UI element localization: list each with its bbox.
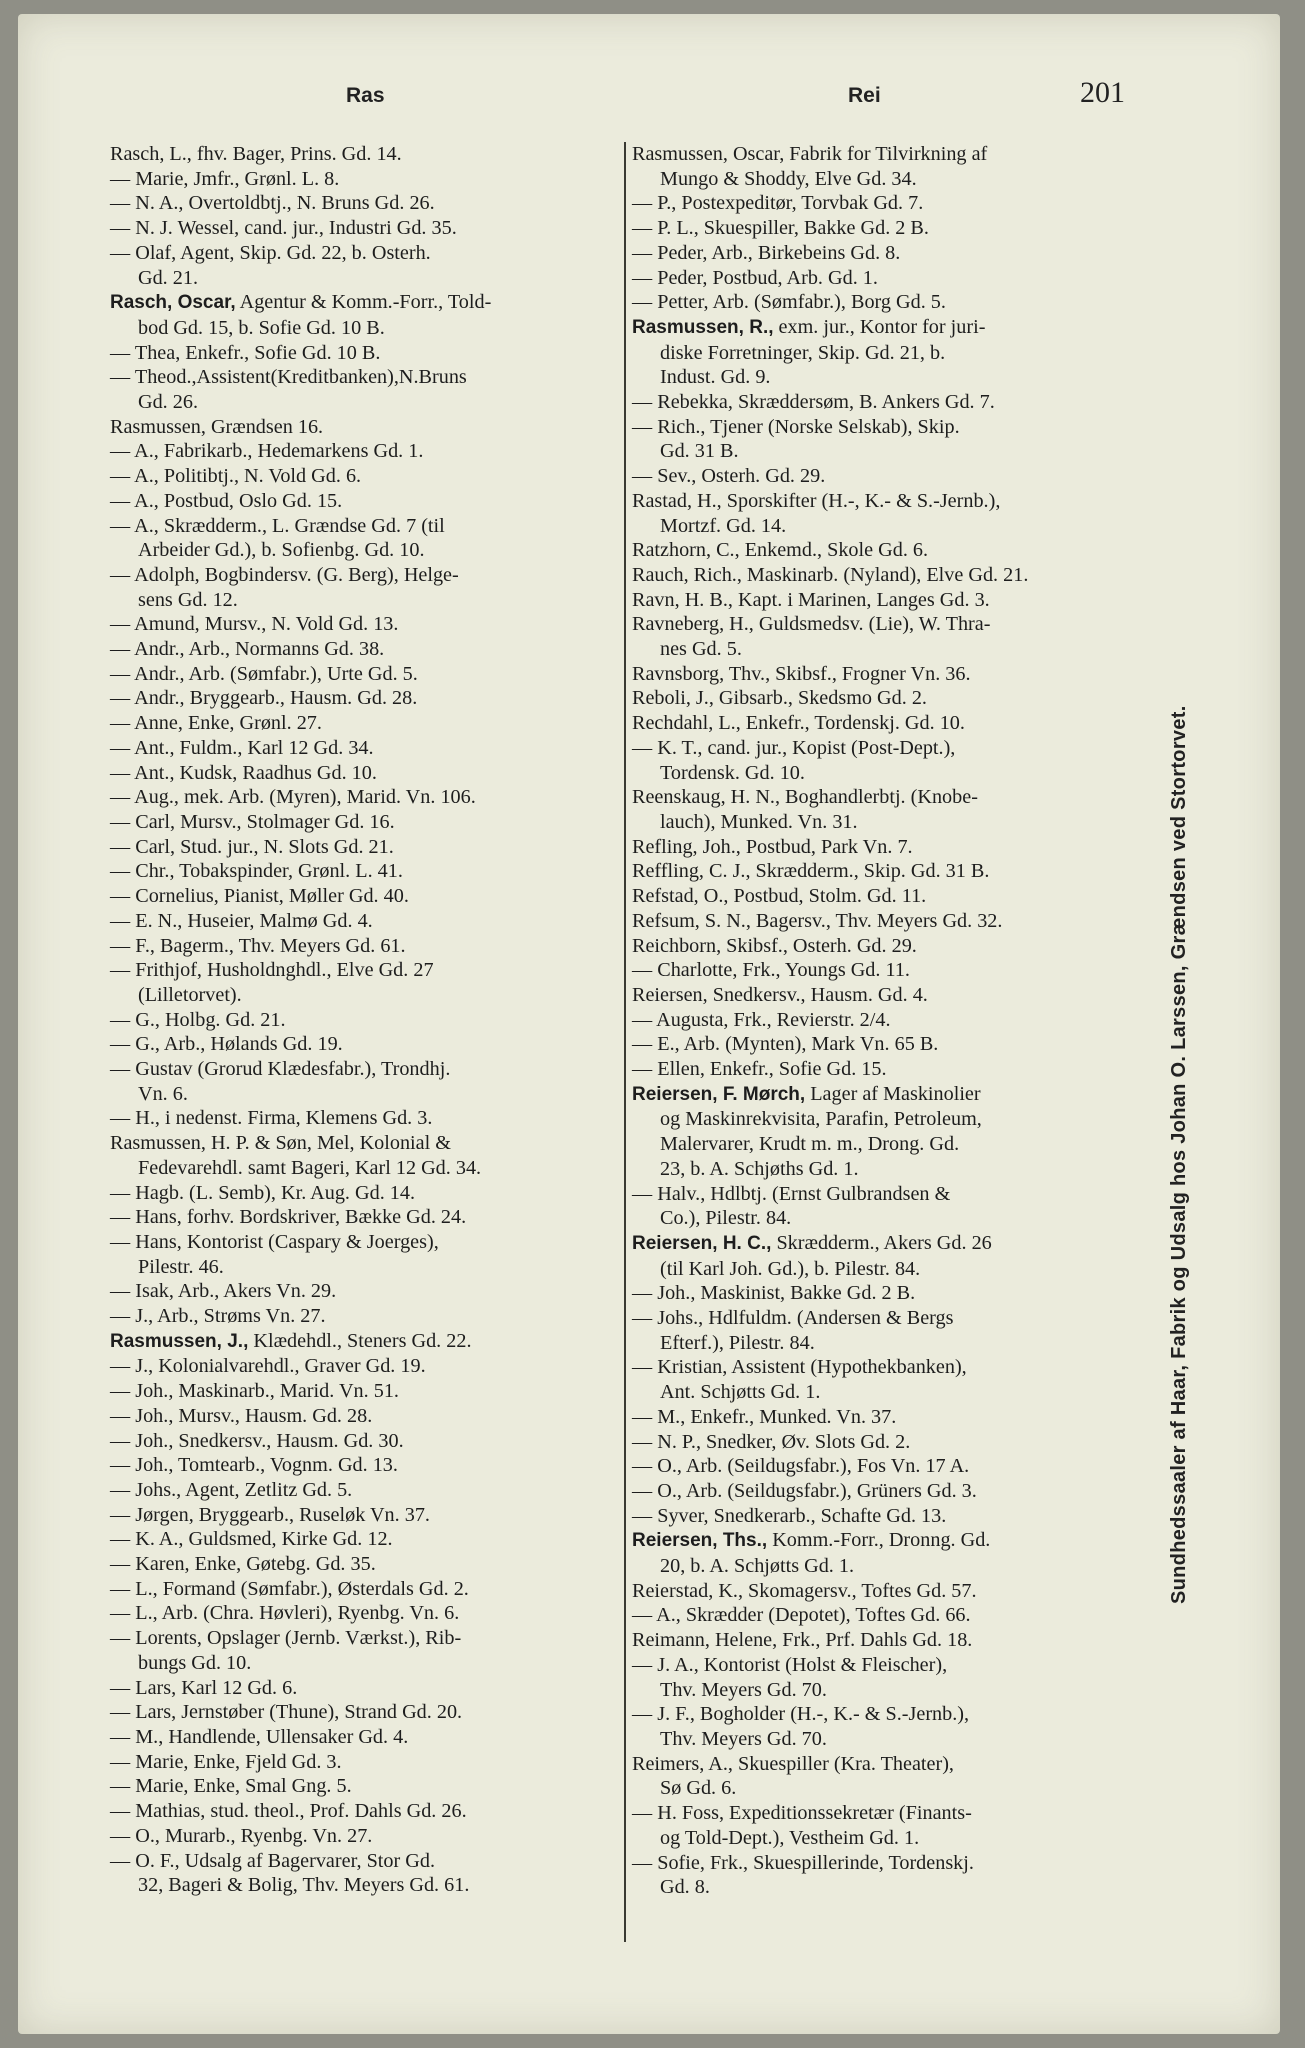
entry-line: — Marie, Enke, Smal Gng. 5. [110, 1775, 352, 1798]
entry-line: — N. J. Wessel, cand. jur., Industri Gd. 35. [110, 217, 457, 240]
entry-line: Ravn, H. B., Kapt. i Marinen, Langes Gd. 3. [632, 588, 990, 611]
directory-entry [110, 785, 618, 810]
directory-entry [110, 1750, 618, 1775]
directory-entry [110, 1676, 618, 1701]
entry-line: — N. P., Snedker, Øv. Slots Gd. 2. [632, 1430, 911, 1453]
entry-line: — Thea, Enkefr., Sofie Gd. 10 B. [110, 341, 381, 364]
directory-entry [110, 341, 618, 366]
directory-entry [110, 1503, 618, 1528]
directory-entry [632, 835, 1142, 860]
directory-entry [632, 1430, 1142, 1455]
entry-line: — Hans, forhv. Bordskriver, Bække Gd. 24. [110, 1206, 467, 1229]
entry-line: Rasmussen, R., exm. jur., Kontor for juri- [632, 315, 986, 338]
entry-line: — Rebekka, Skræddersøm, B. Ankers Gd. 7. [632, 391, 995, 414]
entry-line: — N. A., Overtoldbtj., N. Bruns Gd. 26. [110, 192, 435, 215]
entry-line: — Chr., Tobakspinder, Grønl. L. 41. [110, 860, 403, 883]
directory-entry [110, 662, 618, 687]
directory-entry [110, 1230, 618, 1279]
directory-entry [632, 785, 1142, 834]
entry-continuation-line: Thv. Meyers Gd. 70. [660, 1728, 827, 1750]
directory-entry [110, 1329, 618, 1355]
entry-line: — Rich., Tjener (Norske Selskab), Skip. [632, 415, 960, 438]
entry-line: — L., Formand (Sømfabr.), Østerdals Gd. 2. [110, 1577, 469, 1600]
page-number: 201 [1080, 76, 1125, 109]
directory-entry [110, 612, 618, 637]
firm-name-bold: Reiersen, Ths., [632, 1530, 768, 1552]
directory-entry [110, 415, 618, 440]
entry-line: — K. T., cand. jur., Kopist (Post-Dept.), [632, 736, 956, 759]
directory-entry [632, 415, 1142, 464]
directory-entry [632, 1306, 1142, 1355]
entry-line: — P., Postexpeditør, Torvbak Gd. 7. [632, 192, 924, 215]
entry-line: — A., Skrædderm., L. Grændse Gd. 7 (til [110, 514, 445, 537]
directory-entry [632, 191, 1142, 216]
entry-line: — Olaf, Agent, Skip. Gd. 22, b. Osterh. [110, 241, 431, 264]
entry-continuation-line: Arbeider Gd.), b. Sofienbg. Gd. 10. [138, 539, 425, 562]
entry-line: — Karen, Enke, Gøtebg. Gd. 35. [110, 1553, 376, 1576]
entry-line: Rasch, L., fhv. Bager, Prins. Gd. 14. [110, 143, 402, 165]
entry-continuation-line: Efterf.), Pilestr. 84. [660, 1331, 815, 1354]
entry-line: — Lars, Jernstøber (Thune), Strand Gd. 20. [110, 1701, 463, 1724]
entry-line: — M., Handlende, Ullensaker Gd. 4. [110, 1726, 409, 1748]
entry-continuation-line: 20, b. A. Schjøtts Gd. 1. [660, 1555, 855, 1578]
entry-line: — Peder, Arb., Birkebeins Gd. 8. [632, 241, 901, 264]
directory-entry [632, 884, 1142, 909]
entry-line: — Joh., Maskinist, Bakke Gd. 2 B. [632, 1282, 916, 1305]
firm-name-bold: Reiersen, F. Mørch, [632, 1083, 806, 1105]
directory-entry [110, 1032, 618, 1057]
directory-entry [110, 761, 618, 786]
directory-entry [632, 1653, 1142, 1702]
directory-entry [110, 1279, 618, 1304]
entry-line: — G., Holbg. Gd. 21. [110, 1008, 286, 1031]
directory-entry [110, 884, 618, 909]
directory-entry [110, 1824, 618, 1849]
header-left-keyword: Ras [346, 84, 385, 107]
entry-line: — Andr., Bryggearb., Hausm. Gd. 28. [110, 687, 418, 710]
entry-line: — Marie, Enke, Fjeld Gd. 3. [110, 1750, 342, 1773]
entry-line: Refsum, S. N., Bagersv., Thv. Meyers Gd. 32. [632, 909, 1003, 932]
entry-line: — A., Skrædder (Depotet), Toftes Gd. 66. [632, 1604, 971, 1627]
directory-entry [632, 686, 1142, 711]
directory-entry [110, 1700, 618, 1725]
directory-entry [110, 142, 618, 167]
entry-line: — K. A., Guldsmed, Kirke Gd. 12. [110, 1528, 393, 1551]
directory-entry [632, 1504, 1142, 1529]
entry-continuation-line: Gd. 21. [138, 266, 199, 289]
directory-entry [632, 1702, 1142, 1751]
directory-entry [110, 216, 618, 241]
directory-entry [110, 1453, 618, 1478]
directory-entry [632, 1479, 1142, 1504]
directory-entry [110, 241, 618, 290]
entry-continuation-line: bungs Gd. 10. [138, 1651, 252, 1674]
firm-name-bold: Reiersen, H. C., [632, 1232, 772, 1254]
entry-continuation-line: Thv. Meyers Gd. 70. [660, 1678, 827, 1701]
directory-entry [632, 142, 1142, 191]
directory-entry [632, 489, 1142, 538]
directory-entry [632, 1231, 1142, 1281]
entry-line: — Syver, Snedkerarb., Schafte Gd. 13. [632, 1504, 947, 1527]
directory-entry [110, 1725, 618, 1750]
firm-name-bold: Rasch, Oscar, [110, 292, 236, 314]
directory-entry [632, 662, 1142, 687]
entry-continuation-line: Fedevarehdl. samt Bageri, Karl 12 Gd. 34. [138, 1156, 482, 1179]
entry-line: — Anne, Enke, Grønl. 27. [110, 712, 322, 735]
directory-entry [110, 290, 618, 340]
entry-line: — Charlotte, Frk., Youngs Gd. 11. [632, 959, 910, 982]
entry-line: — Mathias, stud. theol., Prof. Dahls Gd. 26. [110, 1800, 467, 1823]
entry-line: — Andr., Arb., Normanns Gd. 38. [110, 638, 385, 661]
entry-line: Ratzhorn, C., Enkemd., Skole Gd. 6. [632, 539, 929, 562]
directory-entry [632, 934, 1142, 959]
directory-entry [632, 1008, 1142, 1033]
entry-continuation-line: nes Gd. 5. [660, 638, 742, 661]
directory-entry [632, 1454, 1142, 1479]
entry-line: Reiersen, Ths., Komm.-Forr., Dronng. Gd. [632, 1529, 991, 1552]
entry-line: — Carl, Mursv., Stolmager Gd. 16. [110, 810, 395, 833]
directory-entry [632, 315, 1142, 390]
entry-line: Refling, Joh., Postbud, Park Vn. 7. [632, 835, 913, 858]
entry-line: — Theod.,Assistent(Kreditbanken),N.Bruns [110, 366, 467, 389]
entry-continuation-line: Indust. Gd. 9. [660, 366, 771, 389]
entry-line: — Petter, Arb. (Sømfabr.), Borg Gd. 5. [632, 291, 946, 314]
directory-entry [632, 958, 1142, 983]
directory-entry [632, 1182, 1142, 1231]
entry-line: — O., Arb. (Seildugsfabr.), Grüners Gd. 3. [632, 1479, 977, 1502]
entry-continuation-line: Vn. 6. [138, 1082, 188, 1105]
entry-line: Reenskaug, H. N., Boghandlerbtj. (Knobe- [632, 786, 978, 809]
directory-entry [110, 637, 618, 662]
left-column [110, 142, 618, 1898]
entry-line: Refstad, O., Postbud, Stolm. Gd. 11. [632, 885, 927, 908]
entry-line: — Gustav (Grorud Klædesfabr.), Trondhj. [110, 1058, 451, 1081]
entry-line: Reboli, J., Gibsarb., Skedsmo Gd. 2. [632, 687, 927, 710]
directory-entry [632, 241, 1142, 266]
entry-line: — Johs., Hdlfuldm. (Andersen & Bergs [632, 1307, 954, 1330]
entry-line: — Ant., Fuldm., Karl 12 Gd. 34. [110, 736, 374, 759]
entry-line: — A., Politibtj., N. Vold Gd. 6. [110, 465, 362, 488]
entry-line: Reierstad, K., Skomagersv., Toftes Gd. 57. [632, 1579, 977, 1602]
entry-line: — H. Foss, Expeditionssekretær (Finants- [632, 1802, 972, 1825]
firm-name-bold: Rasmussen, R., [632, 316, 774, 338]
directory-entry [110, 1181, 618, 1206]
entry-line: — Isak, Arb., Akers Vn. 29. [110, 1280, 337, 1303]
entry-line: Reiersen, Snedkersv., Hausm. Gd. 4. [632, 983, 928, 1006]
entry-line: — Halv., Hdlbtj. (Ernst Gulbrandsen & [632, 1182, 951, 1205]
entry-line: — Ellen, Enkefr., Sofie Gd. 15. [632, 1058, 887, 1081]
entry-line: Rauch, Rich., Maskinarb. (Nyland), Elve Gd. 21. [632, 563, 1029, 586]
entry-continuation-line: Gd. 26. [138, 391, 199, 414]
directory-entry [110, 958, 618, 1007]
entry-line: — Amund, Mursv., N. Vold Gd. 13. [110, 613, 399, 636]
entry-line: — Andr., Arb. (Sømfabr.), Urte Gd. 5. [110, 662, 418, 685]
entry-line: — H., i nedenst. Firma, Klemens Gd. 3. [110, 1107, 433, 1130]
header-center-keyword: Rei [848, 84, 881, 107]
entry-line: — Sofie, Frk., Skuespillerinde, Tordenskj. [632, 1851, 974, 1874]
entry-line: — G., Arb., Hølands Gd. 19. [110, 1033, 343, 1056]
firm-name-bold: Rasmussen, J., [110, 1330, 249, 1352]
entry-line: Reiersen, H. C., Skrædderm., Akers Gd. 26 [632, 1231, 992, 1254]
directory-entry [632, 538, 1142, 563]
entry-continuation-line: (til Karl Joh. Gd.), b. Pilestr. 84. [660, 1257, 921, 1280]
directory-entry [632, 1082, 1142, 1182]
entry-line: — Joh., Snedkersv., Hausm. Gd. 30. [110, 1429, 404, 1452]
entry-line: — O. F., Udsalg af Bagervarer, Stor Gd. [110, 1849, 435, 1872]
entry-line: — J., Kolonialvarehdl., Graver Gd. 19. [110, 1355, 426, 1378]
directory-entry [632, 563, 1142, 588]
entry-line: Rasmussen, H. P. & Søn, Mel, Kolonial & [110, 1132, 451, 1155]
directory-entry [632, 1628, 1142, 1653]
directory-entry [632, 859, 1142, 884]
entry-line: — A., Fabrikarb., Hedemarkens Gd. 1. [110, 440, 424, 463]
entry-line: — Joh., Mursv., Hausm. Gd. 28. [110, 1404, 373, 1427]
entry-line: — F., Bagerm., Thv. Meyers Gd. 61. [110, 934, 406, 957]
directory-entry [632, 1752, 1142, 1801]
directory-entry [110, 1849, 618, 1898]
directory-entry [632, 1801, 1142, 1850]
entry-line: — Cornelius, Pianist, Møller Gd. 40. [110, 885, 409, 908]
entry-line: — Johs., Agent, Zetlitz Gd. 5. [110, 1478, 353, 1501]
entry-continuation-line: Co.), Pilestr. 84. [660, 1207, 792, 1230]
entry-continuation-line: Pilestr. 46. [138, 1255, 224, 1278]
entry-line: — A., Postbud, Oslo Gd. 15. [110, 489, 343, 512]
entry-continuation-line: Mungo & Shoddy, Elve Gd. 34. [660, 167, 917, 190]
directory-entry [110, 909, 618, 934]
directory-entry [632, 983, 1142, 1008]
directory-entry [110, 1601, 618, 1626]
directory-entry [110, 1577, 618, 1602]
directory-entry [632, 1281, 1142, 1306]
directory-entry [632, 612, 1142, 661]
column-divider [624, 142, 626, 1942]
entry-line: — Sev., Osterh. Gd. 29. [632, 465, 826, 488]
entry-line: — Augusta, Frk., Revierstr. 2/4. [632, 1008, 891, 1031]
directory-entry [110, 1379, 618, 1404]
entry-continuation-line: Gd. 8. [660, 1876, 710, 1899]
directory-entry [632, 1579, 1142, 1604]
entry-line: — Carl, Stud. jur., N. Slots Gd. 21. [110, 835, 394, 858]
directory-entry [110, 1008, 618, 1033]
entry-line: — O., Murarb., Ryenbg. Vn. 27. [110, 1824, 373, 1847]
directory-entry [632, 909, 1142, 934]
entry-line: Rastad, H., Sporskifter (H.-, K.- & S.-Jernb.), [632, 489, 1001, 512]
entry-continuation-line: diske Forretninger, Skip. Gd. 21, b. [660, 341, 946, 364]
directory-entry [632, 1528, 1142, 1578]
entry-line: — M., Enkefr., Munked. Vn. 37. [632, 1405, 897, 1428]
directory-entry [110, 464, 618, 489]
entry-line: — J. A., Kontorist (Holst & Fleischer), [632, 1653, 948, 1676]
directory-entry [110, 365, 618, 414]
entry-line: — Lars, Karl 12 Gd. 6. [110, 1676, 298, 1699]
directory-entry [632, 1032, 1142, 1057]
entry-continuation-line: 32, Bageri & Bolig, Thv. Meyers Gd. 61. [138, 1874, 470, 1897]
directory-entry [632, 216, 1142, 241]
directory-entry [110, 1354, 618, 1379]
entry-line: — P. L., Skuespiller, Bakke Gd. 2 B. [632, 217, 929, 240]
right-column [632, 142, 1142, 1900]
directory-entry [110, 514, 618, 563]
entry-line: Rechdahl, L., Enkefr., Tordenskj. Gd. 10. [632, 712, 965, 735]
entry-line: Reichborn, Skibsf., Osterh. Gd. 29. [632, 934, 917, 957]
directory-entry [110, 934, 618, 959]
directory-entry [110, 711, 618, 736]
directory-entry [110, 736, 618, 761]
directory-entry [110, 1552, 618, 1577]
directory-entry [110, 1131, 618, 1180]
entry-line: Rasmussen, Oscar, Fabrik for Tilvirkning af [632, 143, 988, 165]
directory-entry [632, 1851, 1142, 1900]
directory-entry [632, 1603, 1142, 1628]
entry-line: — Kristian, Assistent (Hypothekbanken), [632, 1356, 967, 1379]
directory-entry [110, 1478, 618, 1503]
entry-line: Ravnsborg, Thv., Skibsf., Frogner Vn. 36. [632, 662, 971, 685]
directory-entry [110, 1205, 618, 1230]
directory-entry [632, 390, 1142, 415]
entry-line: Ravneberg, H., Guldsmedsv. (Lie), W. Thra- [632, 613, 991, 636]
entry-continuation-line: Tordensk. Gd. 10. [660, 761, 805, 784]
entry-line: Reffling, C. J., Skrædderm., Skip. Gd. 31 B. [632, 860, 990, 883]
directory-entry [110, 1057, 618, 1106]
directory-entry [110, 686, 618, 711]
entry-line: Rasmussen, J., Klædehdl., Steners Gd. 22. [110, 1329, 472, 1352]
entry-line: — Hans, Kontorist (Caspary & Joerges), [110, 1230, 439, 1253]
directory-entry [110, 191, 618, 216]
entry-line: — Ant., Kudsk, Raadhus Gd. 10. [110, 761, 377, 784]
directory-page [18, 14, 1280, 2034]
entry-line: — E. N., Huseier, Malmø Gd. 4. [110, 909, 373, 932]
entry-line: — J., Arb., Strøms Vn. 27. [110, 1305, 326, 1328]
directory-entry [110, 810, 618, 835]
entry-line: — Frithjof, Husholdnghdl., Elve Gd. 27 [110, 959, 434, 982]
directory-entry [110, 439, 618, 464]
directory-entry [110, 835, 618, 860]
entry-continuation-line: sens Gd. 12. [138, 588, 238, 611]
entry-line: — J. F., Bogholder (H.-, K.- & S.-Jernb.), [632, 1703, 970, 1726]
directory-entry [110, 1774, 618, 1799]
directory-entry [632, 266, 1142, 291]
entry-continuation-line: bod Gd. 15, b. Sofie Gd. 10 B. [138, 316, 385, 339]
entry-line: — Joh., Maskinarb., Marid. Vn. 51. [110, 1380, 399, 1403]
entry-continuation-line: Gd. 31 B. [660, 440, 739, 463]
entry-continuation-line: Ant. Schjøtts Gd. 1. [660, 1381, 821, 1404]
directory-entry [632, 736, 1142, 785]
directory-entry [110, 1106, 618, 1131]
entry-continuation-line: Malervarer, Krudt m. m., Drong. Gd. [660, 1133, 960, 1156]
directory-entry [110, 563, 618, 612]
directory-entry [110, 1527, 618, 1552]
directory-entry [632, 464, 1142, 489]
directory-entry [632, 588, 1142, 613]
entry-line: — Jørgen, Bryggearb., Ruseløk Vn. 37. [110, 1503, 430, 1526]
directory-entry [110, 167, 618, 192]
entry-line: — Joh., Tomtearb., Vognm. Gd. 13. [110, 1454, 398, 1477]
entry-line: — O., Arb. (Seildugsfabr.), Fos Vn. 17 A. [632, 1455, 970, 1478]
directory-entry [110, 859, 618, 884]
entry-line: — Hagb. (L. Semb), Kr. Aug. Gd. 14. [110, 1181, 416, 1204]
directory-entry [110, 489, 618, 514]
entry-line: Reimers, A., Skuespiller (Kra. Theater), [632, 1752, 954, 1775]
entry-line: — Peder, Postbud, Arb. Gd. 1. [632, 266, 878, 289]
entry-line: — Aug., mek. Arb. (Myren), Marid. Vn. 106. [110, 786, 476, 809]
directory-entry [632, 711, 1142, 736]
directory-entry [110, 1304, 618, 1329]
directory-entry [110, 1404, 618, 1429]
entry-continuation-line: og Told-Dept.), Vestheim Gd. 1. [660, 1826, 920, 1849]
directory-entry [632, 290, 1142, 315]
entry-continuation-line: lauch), Munked. Vn. 31. [660, 810, 858, 833]
entry-continuation-line: Sø Gd. 6. [660, 1777, 737, 1800]
entry-line: — Marie, Jmfr., Grønl. L. 8. [110, 167, 340, 190]
entry-line: Reimann, Helene, Frk., Prf. Dahls Gd. 18. [632, 1629, 973, 1652]
directory-entry [110, 1626, 618, 1675]
entry-line: — L., Arb. (Chra. Høvleri), Ryenbg. Vn. 6. [110, 1602, 460, 1625]
entry-line: — E., Arb. (Mynten), Mark Vn. 65 B. [632, 1033, 939, 1056]
entry-line: Rasmussen, Grændsen 16. [110, 415, 324, 438]
directory-entry [632, 1355, 1142, 1404]
entry-line: Reiersen, F. Mørch, Lager af Maskinolier [632, 1082, 981, 1105]
directory-entry [110, 1429, 618, 1454]
entry-continuation-line: (Lilletorvet). [138, 983, 242, 1006]
entry-line: — Lorents, Opslager (Jernb. Værkst.), Rib- [110, 1627, 462, 1650]
directory-entry [632, 1057, 1142, 1082]
entry-continuation-line: 23, b. A. Schjøths Gd. 1. [660, 1157, 859, 1180]
entry-line: Rasch, Oscar, Agentur & Komm.-Forr., Told- [110, 291, 492, 314]
entry-continuation-line: Mortzf. Gd. 14. [660, 514, 787, 537]
entry-continuation-line: og Maskinrekvisita, Parafin, Petroleum, [660, 1108, 982, 1131]
entry-line: — Adolph, Bogbindersv. (G. Berg), Helge- [110, 563, 459, 586]
directory-entry [632, 1405, 1142, 1430]
directory-entry [110, 1799, 618, 1824]
side-advertisement: Sundhedssaaler af Haar, Fabrik og Udsalg hos Johan O. Larssen, Grændsen ved Stortorvet. [1168, 705, 1190, 1604]
